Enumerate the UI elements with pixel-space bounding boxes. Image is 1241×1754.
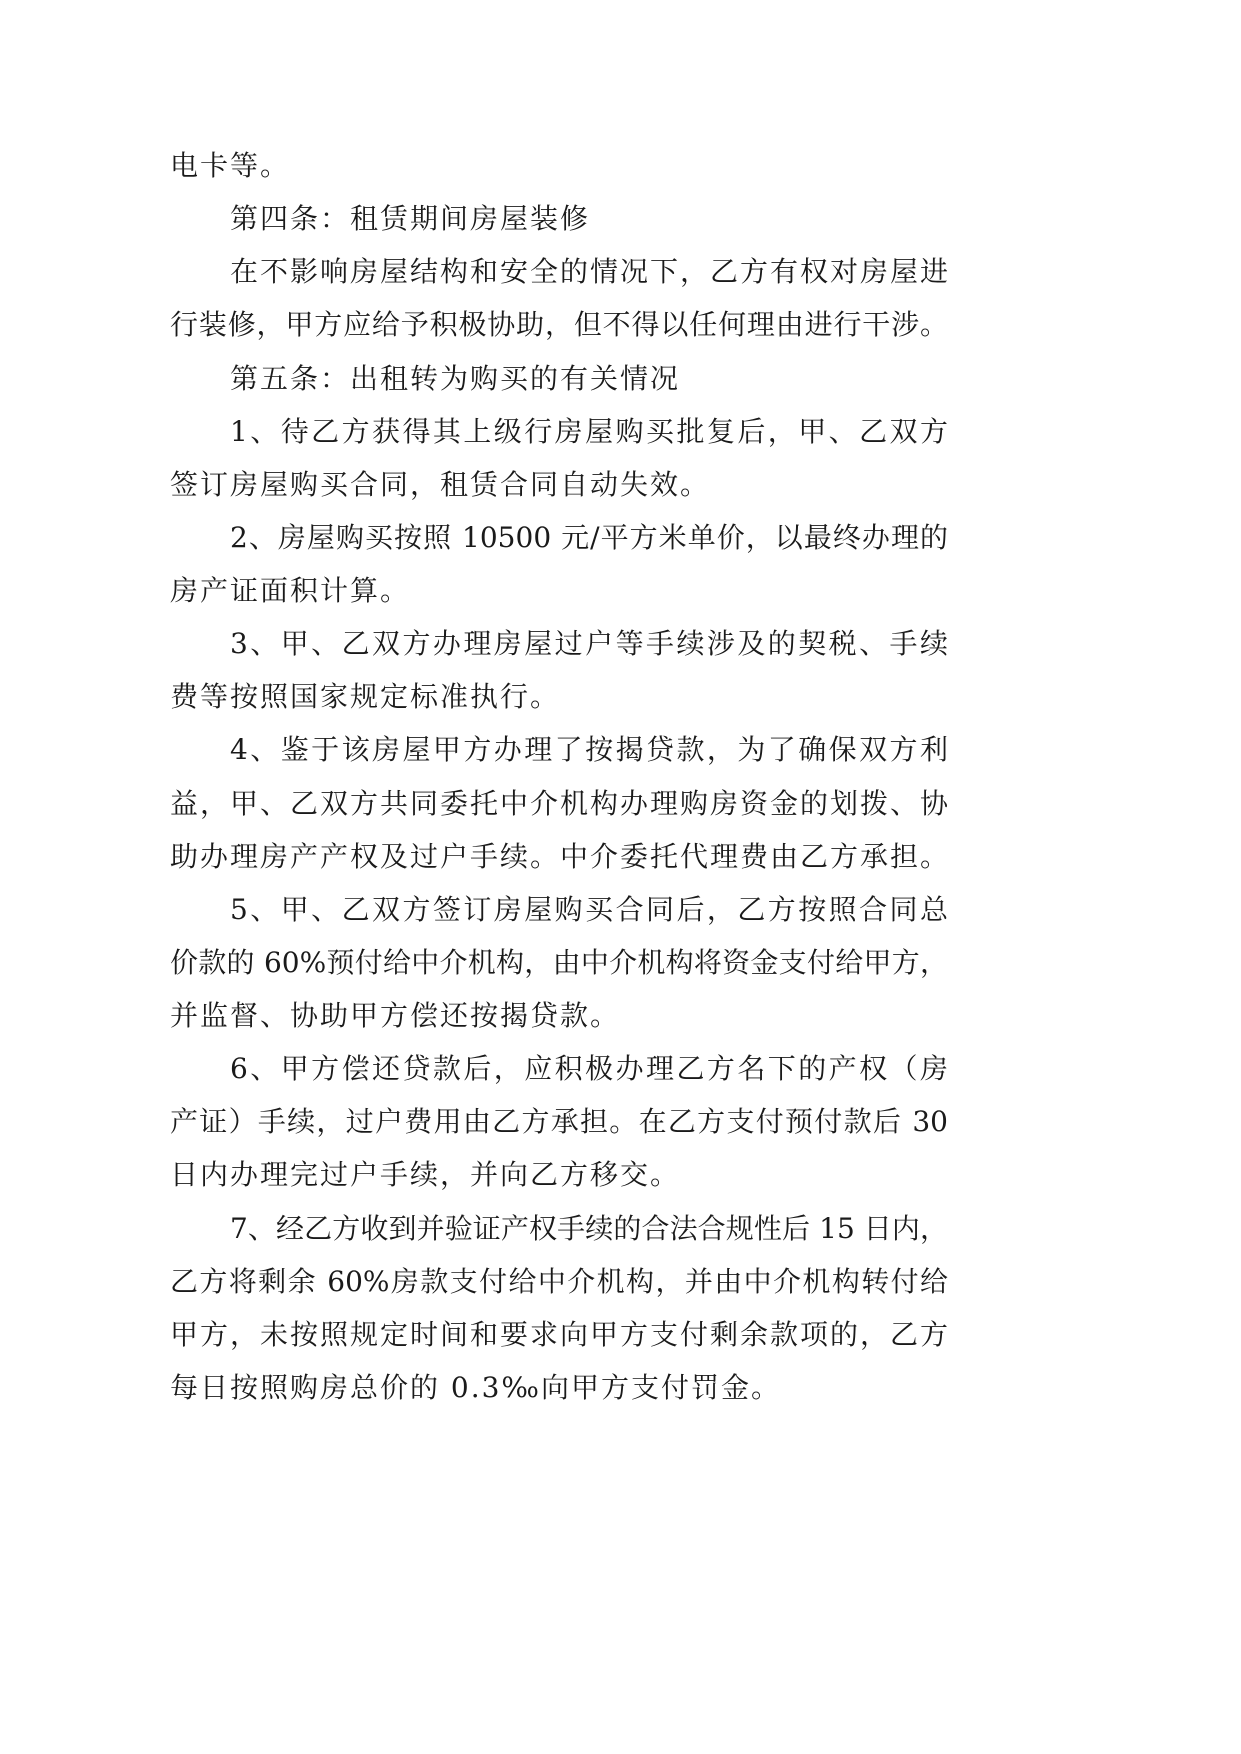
section-heading: 第四条：租赁期间房屋装修	[230, 202, 591, 236]
paragraph-line: 7、经乙方收到并验证产权手续的合法合规性后 15 日内，	[230, 1211, 948, 1245]
paragraph-line: 4、鉴于该房屋甲方办理了按揭贷款，为了确保双方利	[230, 733, 948, 767]
section-heading: 第五条：出租转为购买的有关情况	[230, 361, 681, 395]
paragraph-line: 乙方将剩余 60%房款支付给中介机构，并由中介机构转付给	[170, 1264, 948, 1298]
paragraph-line: 在不影响房屋结构和安全的情况下，乙方有权对房屋进	[230, 255, 948, 289]
paragraph-line: 费等按照国家规定标准执行。	[170, 680, 561, 714]
paragraph-line: 价款的 60%预付给中介机构，由中介机构将资金支付给甲方，	[170, 945, 948, 979]
paragraph-line: 益，甲、乙双方共同委托中介机构办理购房资金的划拨、协	[170, 786, 948, 820]
paragraph-line: 行装修，甲方应给予积极协助，但不得以任何理由进行干涉。	[170, 308, 948, 342]
paragraph-line: 每日按照购房总价的 0.3‰向甲方支付罚金。	[170, 1370, 782, 1404]
paragraph-line: 电卡等。	[170, 149, 291, 182]
paragraph-line: 甲方，未按照规定时间和要求向甲方支付剩余款项的，乙方	[170, 1317, 948, 1351]
paragraph-line: 3、甲、乙双方办理房屋过户等手续涉及的契税、手续	[230, 627, 948, 661]
paragraph-line: 5、甲、乙双方签订房屋购买合同后，乙方按照合同总	[230, 892, 948, 926]
paragraph-line: 房产证面积计算。	[170, 574, 411, 607]
document-body	[170, 139, 948, 1414]
paragraph-line: 1、待乙方获得其上级行房屋购买批复后，甲、乙双方	[230, 414, 948, 448]
paragraph-line: 6、甲方偿还贷款后，应积极办理乙方名下的产权（房	[230, 1052, 948, 1086]
paragraph-line: 日内办理完过户手续，并向乙方移交。	[170, 1158, 681, 1192]
paragraph-line: 并监督、协助甲方偿还按揭贷款。	[170, 999, 621, 1032]
paragraph-line: 助办理房产产权及过户手续。中介委托代理费由乙方承担。	[170, 839, 948, 873]
paragraph-line: 签订房屋购买合同，租赁合同自动失效。	[170, 467, 711, 501]
paragraph-line: 产证）手续，过户费用由乙方承担。在乙方支付预付款后 30	[170, 1105, 948, 1139]
paragraph-line: 2、房屋购买按照 10500 元/平方米单价，以最终办理的	[230, 520, 948, 554]
